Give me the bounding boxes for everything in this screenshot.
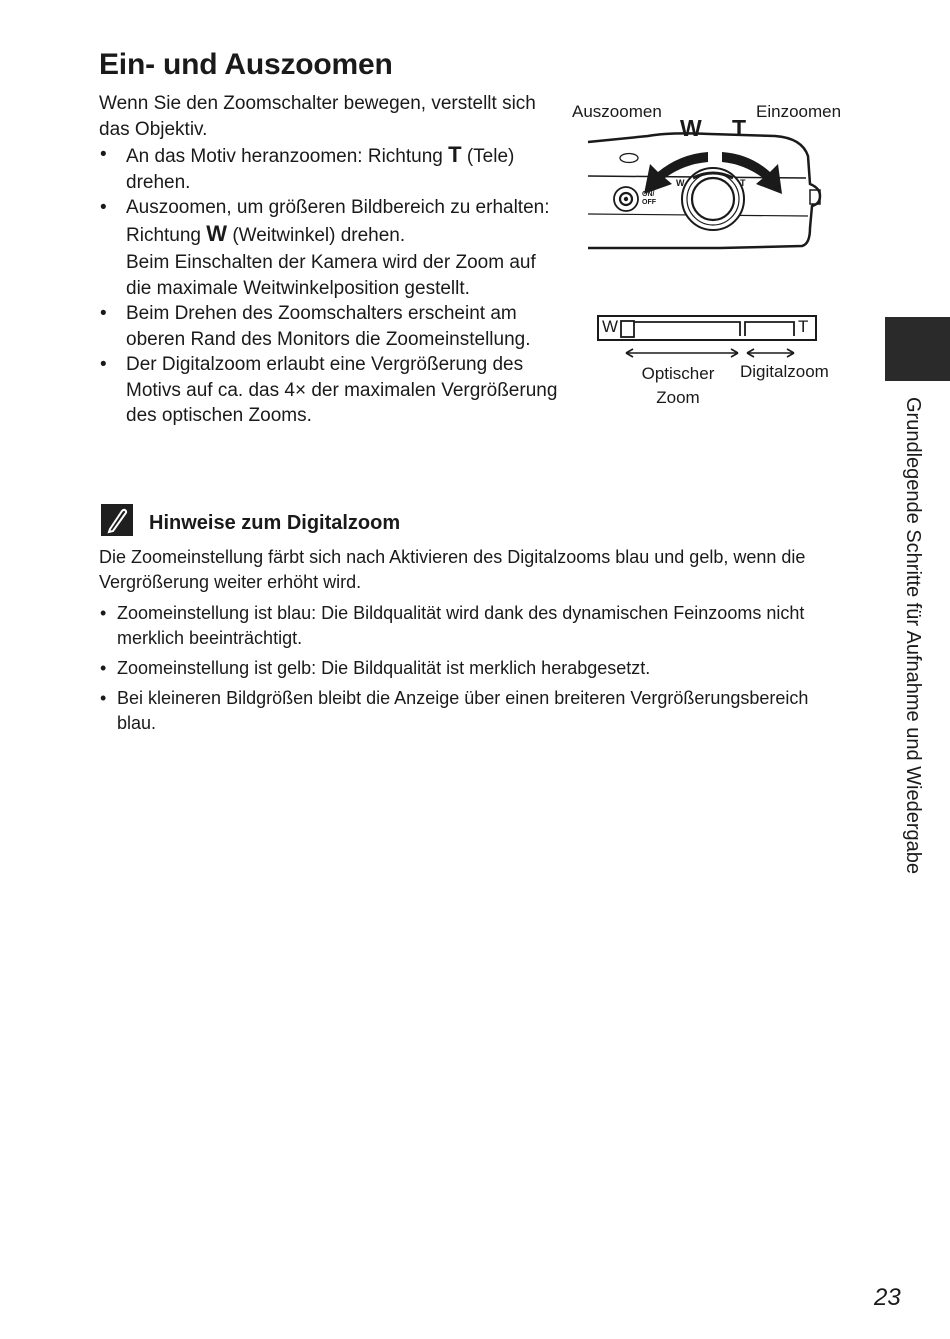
camera-speaker-hole [620,154,638,163]
zoom-in-label: Einzoomen [756,102,842,121]
tele-key-glyph: T [448,142,462,167]
list-item: • Bei kleineren Bildgrößen bleibt die Anzeige über einen breiteren Vergrößerungsbereich blau. [99,686,844,736]
zoom-bullet-list-2 [99,301,559,429]
continuation-paragraph: Beim Einschalten der Kamera wird der Zoom auf die maximale Weitwinkelposition gestellt. [126,252,536,299]
list-item [99,195,559,248]
shutter-zoom-ring [682,168,744,230]
optical-zoom-label-line2: Zoom [656,388,700,407]
list-item: • Der Digitalzoom erlaubt eine Vergrößerung des Motivs auf ca. das 4× der maximalen Vergrößerung des optischen Zooms. [99,352,559,429]
optical-zoom-label [630,362,726,410]
small-t-mark: T [740,178,746,188]
small-w-mark: W [676,178,685,188]
list-item [99,142,559,195]
chapter-title-vertical: Grundlegende Schritte für Aufnahme und Wiedergabe [902,397,924,874]
power-button [614,187,638,211]
intro-section [99,91,559,429]
zoom-bar-t-end: T [798,317,809,336]
list-item: • Zoomeinstellung ist gelb: Die Bildqualität ist merklich herabgesetzt. [99,656,844,681]
onoff-label: ON/ OFF [642,191,656,206]
camera-top-drawing [570,96,860,261]
note-intro: Die Zoomeinstellung färbt sich nach Aktivieren des Digitalzooms blau und gelb, wenn die Vergrößerung weiter erhöht wird. [99,547,806,592]
note-title: Hinweise zum Digitalzoom [149,512,401,534]
zoom-scale-line [634,322,794,336]
zoom-bar-drawing [590,308,860,368]
note-body [99,545,844,741]
bullet-text: An das Motiv heranzoomen: Richtung [126,146,449,167]
bullet-text: (Tele) drehen. [126,146,515,193]
optical-zoom-label-line1: Optischer [641,364,715,383]
bullet-text: Auszoomen, um größeren Bildbereich zu erhalten: Richtung [126,197,550,246]
digital-zoom-label: Digitalzoom [740,362,829,381]
note-pencil-icon [101,504,133,536]
intro-paragraph: Wenn Sie den Zoomschalter bewegen, verstellt sich das Objektiv. [99,93,536,140]
bullet-text: (Weitwinkel) drehen. [227,224,406,246]
zoom-bar-w-end: W [602,317,619,336]
list-item: • Zoomeinstellung ist blau: Die Bildqualität wird dank des dynamischen Feinzooms nicht merklich beeinträchtigt. [99,601,844,651]
zoom-position-marker [621,321,634,337]
zoom-out-label: Auszoomen [572,102,662,121]
page-number: 23 [874,1284,901,1311]
note-list [99,601,844,736]
zoom-bullet-list [99,142,559,248]
page-title: Ein- und Auszoomen [99,48,393,81]
list-item: • Beim Drehen des Zoomschalters erscheint am oberen Rand des Monitors die Zoomeinstellung. [99,301,559,352]
zoom-switch-illustration [570,96,860,261]
wide-letter: W [680,115,702,141]
wide-key-glyph: W [206,220,228,246]
tele-letter: T [732,115,747,141]
zoom-indicator-illustration [590,308,860,418]
chapter-tab-marker [885,317,950,381]
